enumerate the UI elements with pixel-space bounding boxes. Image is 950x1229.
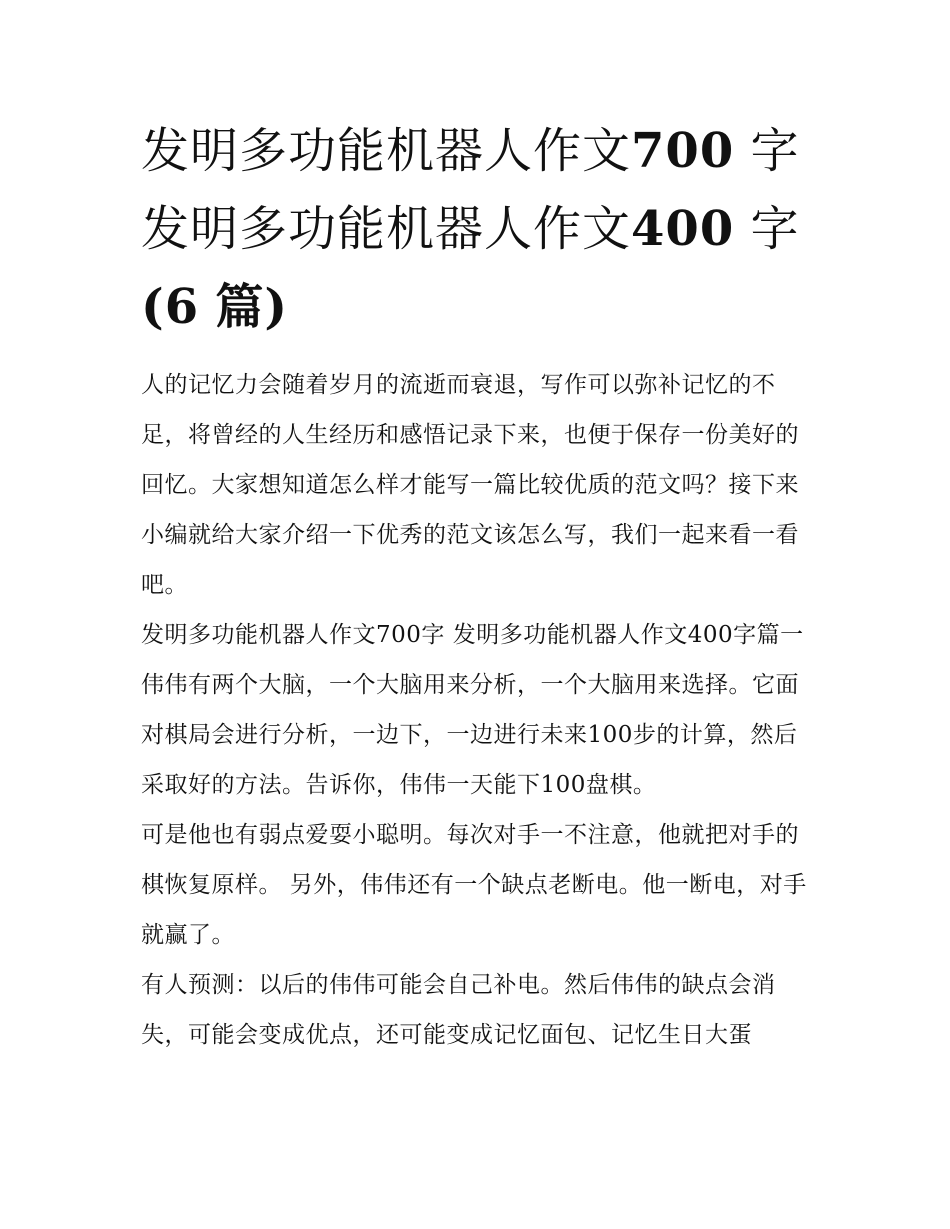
- section-heading: 发明多功能机器人作文700字 发明多功能机器人作文400字篇一: [141, 622, 804, 648]
- document-body: [141, 360, 813, 1060]
- body-paragraph: 可是他也有弱点爱耍小聪明。每次对手一不注意，他就把对手的棋恢复原样。 另外，伟伟还有一个缺点老断电。他一断电，对手就赢了。: [141, 822, 807, 948]
- body-paragraph: 有人预测：以后的伟伟可能会自己补电。然后伟伟的缺点会消失，可能会变成优点，还可能变成记忆面包、记忆生日大蛋: [141, 972, 776, 1048]
- title-line-3: (6 篇): [141, 279, 289, 335]
- document-title: [141, 112, 813, 346]
- body-paragraph: 伟伟有两个大脑，一个大脑用来分析，一个大脑用来选择。它面对棋局会进行分析，一边下，一边进行未来100步的计算，然后采取好的方法。告诉你，伟伟一天能下100盘棋。: [141, 672, 799, 798]
- title-line-1: 发明多功能机器人作文700 字: [141, 123, 800, 179]
- title-line-2: 发明多功能机器人作文400 字: [141, 201, 800, 257]
- document-page: [141, 112, 813, 1060]
- intro-paragraph: 人的记忆力会随着岁月的流逝而衰退，写作可以弥补记忆的不足，将曾经的人生经历和感悟记录下来，也便于保存一份美好的回忆。大家想知道怎么样才能写一篇比较优质的范文吗？接下来小编就给大家介绍一下优秀的范文该怎么写，我们一起来看一看吧。: [141, 372, 799, 598]
